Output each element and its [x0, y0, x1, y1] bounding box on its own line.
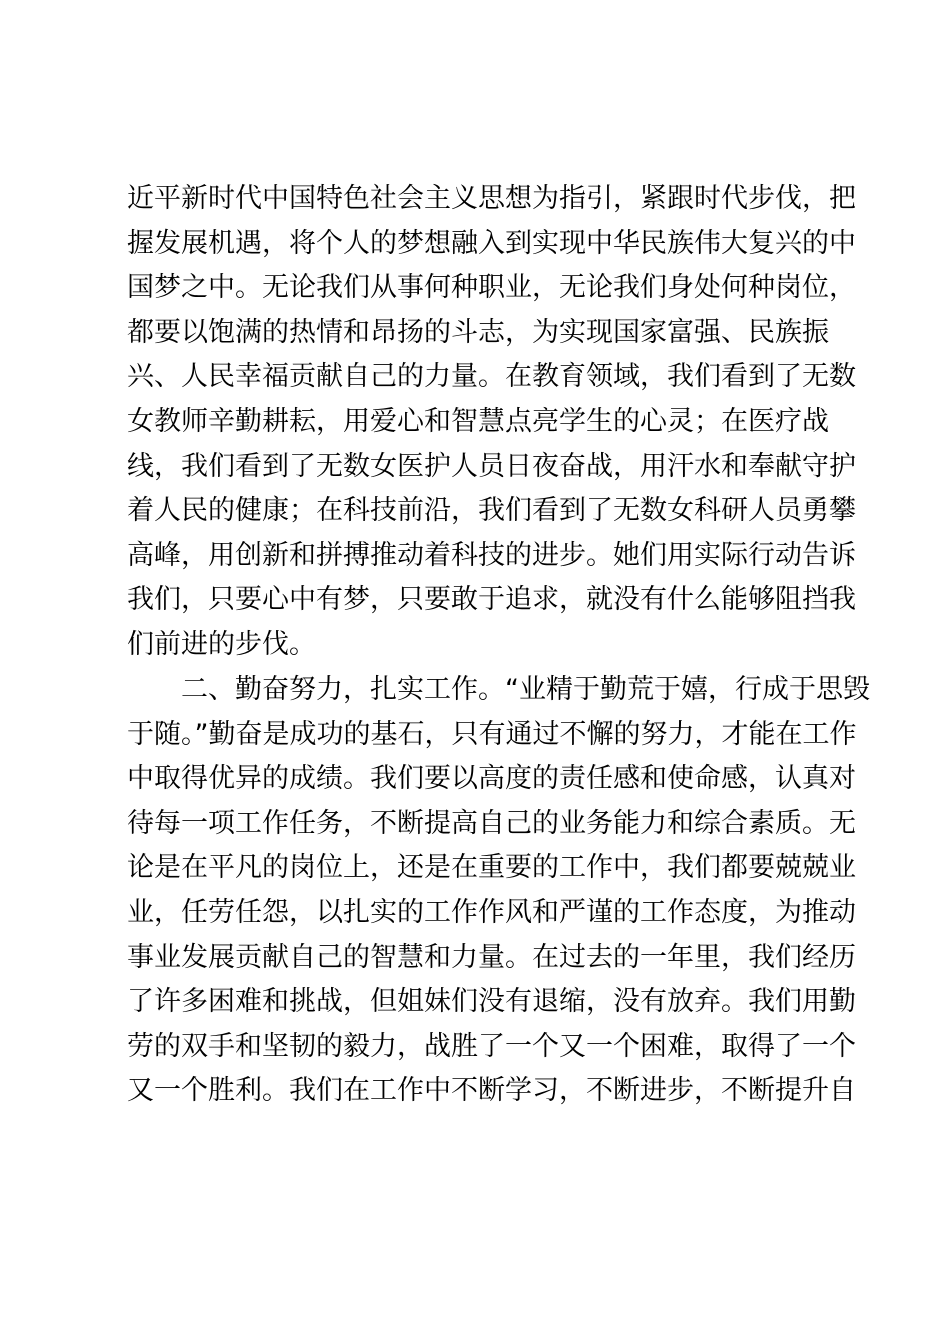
text-line: 于随。”勤奋是成功的基石，只有通过不懈的努力，才能在工作 — [127, 718, 857, 750]
text-line: 都要以饱满的热情和昂扬的斗志，为实现国家富强、民族振 — [127, 316, 829, 348]
text-line: 高峰，用创新和拼搏推动着科技的进步。她们用实际行动告诉 — [127, 539, 856, 571]
text-line: 劳的双手和坚韧的毅力，战胜了一个又一个困难，取得了一个 — [127, 1030, 856, 1062]
text-line: 我们，只要心中有梦，只要敢于追求，就没有什么能够阻挡我 — [127, 584, 856, 616]
text-line: 中取得优异的成绩。我们要以高度的责任感和使命感，认真对 — [127, 763, 856, 795]
text-line: 论是在平凡的岗位上，还是在重要的工作中，我们都要兢兢业 — [127, 852, 856, 884]
text-line: 线，我们看到了无数女医护人员日夜奋战，用汗水和奉献守护 — [127, 450, 856, 482]
text-line: 事业发展贡献自己的智慧和力量。在过去的一年里，我们经历 — [127, 941, 856, 973]
text-line: 握发展机遇，将个人的梦想融入到实现中华民族伟大复兴的中 — [127, 227, 856, 259]
paragraph-2 — [127, 668, 870, 1114]
text-line: 兴、人民幸福贡献自己的力量。在教育领域，我们看到了无数 — [127, 361, 856, 393]
text-line: 们前进的步伐。 — [127, 628, 316, 660]
text-line: 着人民的健康；在科技前沿，我们看到了无数女科研人员勇攀 — [127, 495, 856, 527]
text-line: 又一个胜利。我们在工作中不断学习，不断进步，不断提升自 — [127, 1075, 856, 1107]
text-line: 国梦之中。无论我们从事何种职业，无论我们身处何种岗位， — [127, 272, 856, 304]
text-line: 待每一项工作任务，不断提高自己的业务能力和综合素质。无 — [127, 807, 856, 839]
section-heading-line: 二、勤奋努力，扎实工作。“业精于勤荒于嬉，行成于思毁 — [127, 674, 870, 705]
text-line: 业，任劳任怨，以扎实的工作作风和严谨的工作态度，为推动 — [127, 896, 856, 928]
text-line: 女教师辛勤耕耘，用爱心和智慧点亮学生的心灵；在医疗战 — [127, 405, 829, 437]
text-line: 了许多困难和挑战，但姐妹们没有退缩，没有放弃。我们用勤 — [127, 986, 856, 1018]
text-line: 近平新时代中国特色社会主义思想为指引，紧跟时代步伐，把 — [127, 183, 856, 214]
paragraph-1 — [127, 177, 856, 668]
